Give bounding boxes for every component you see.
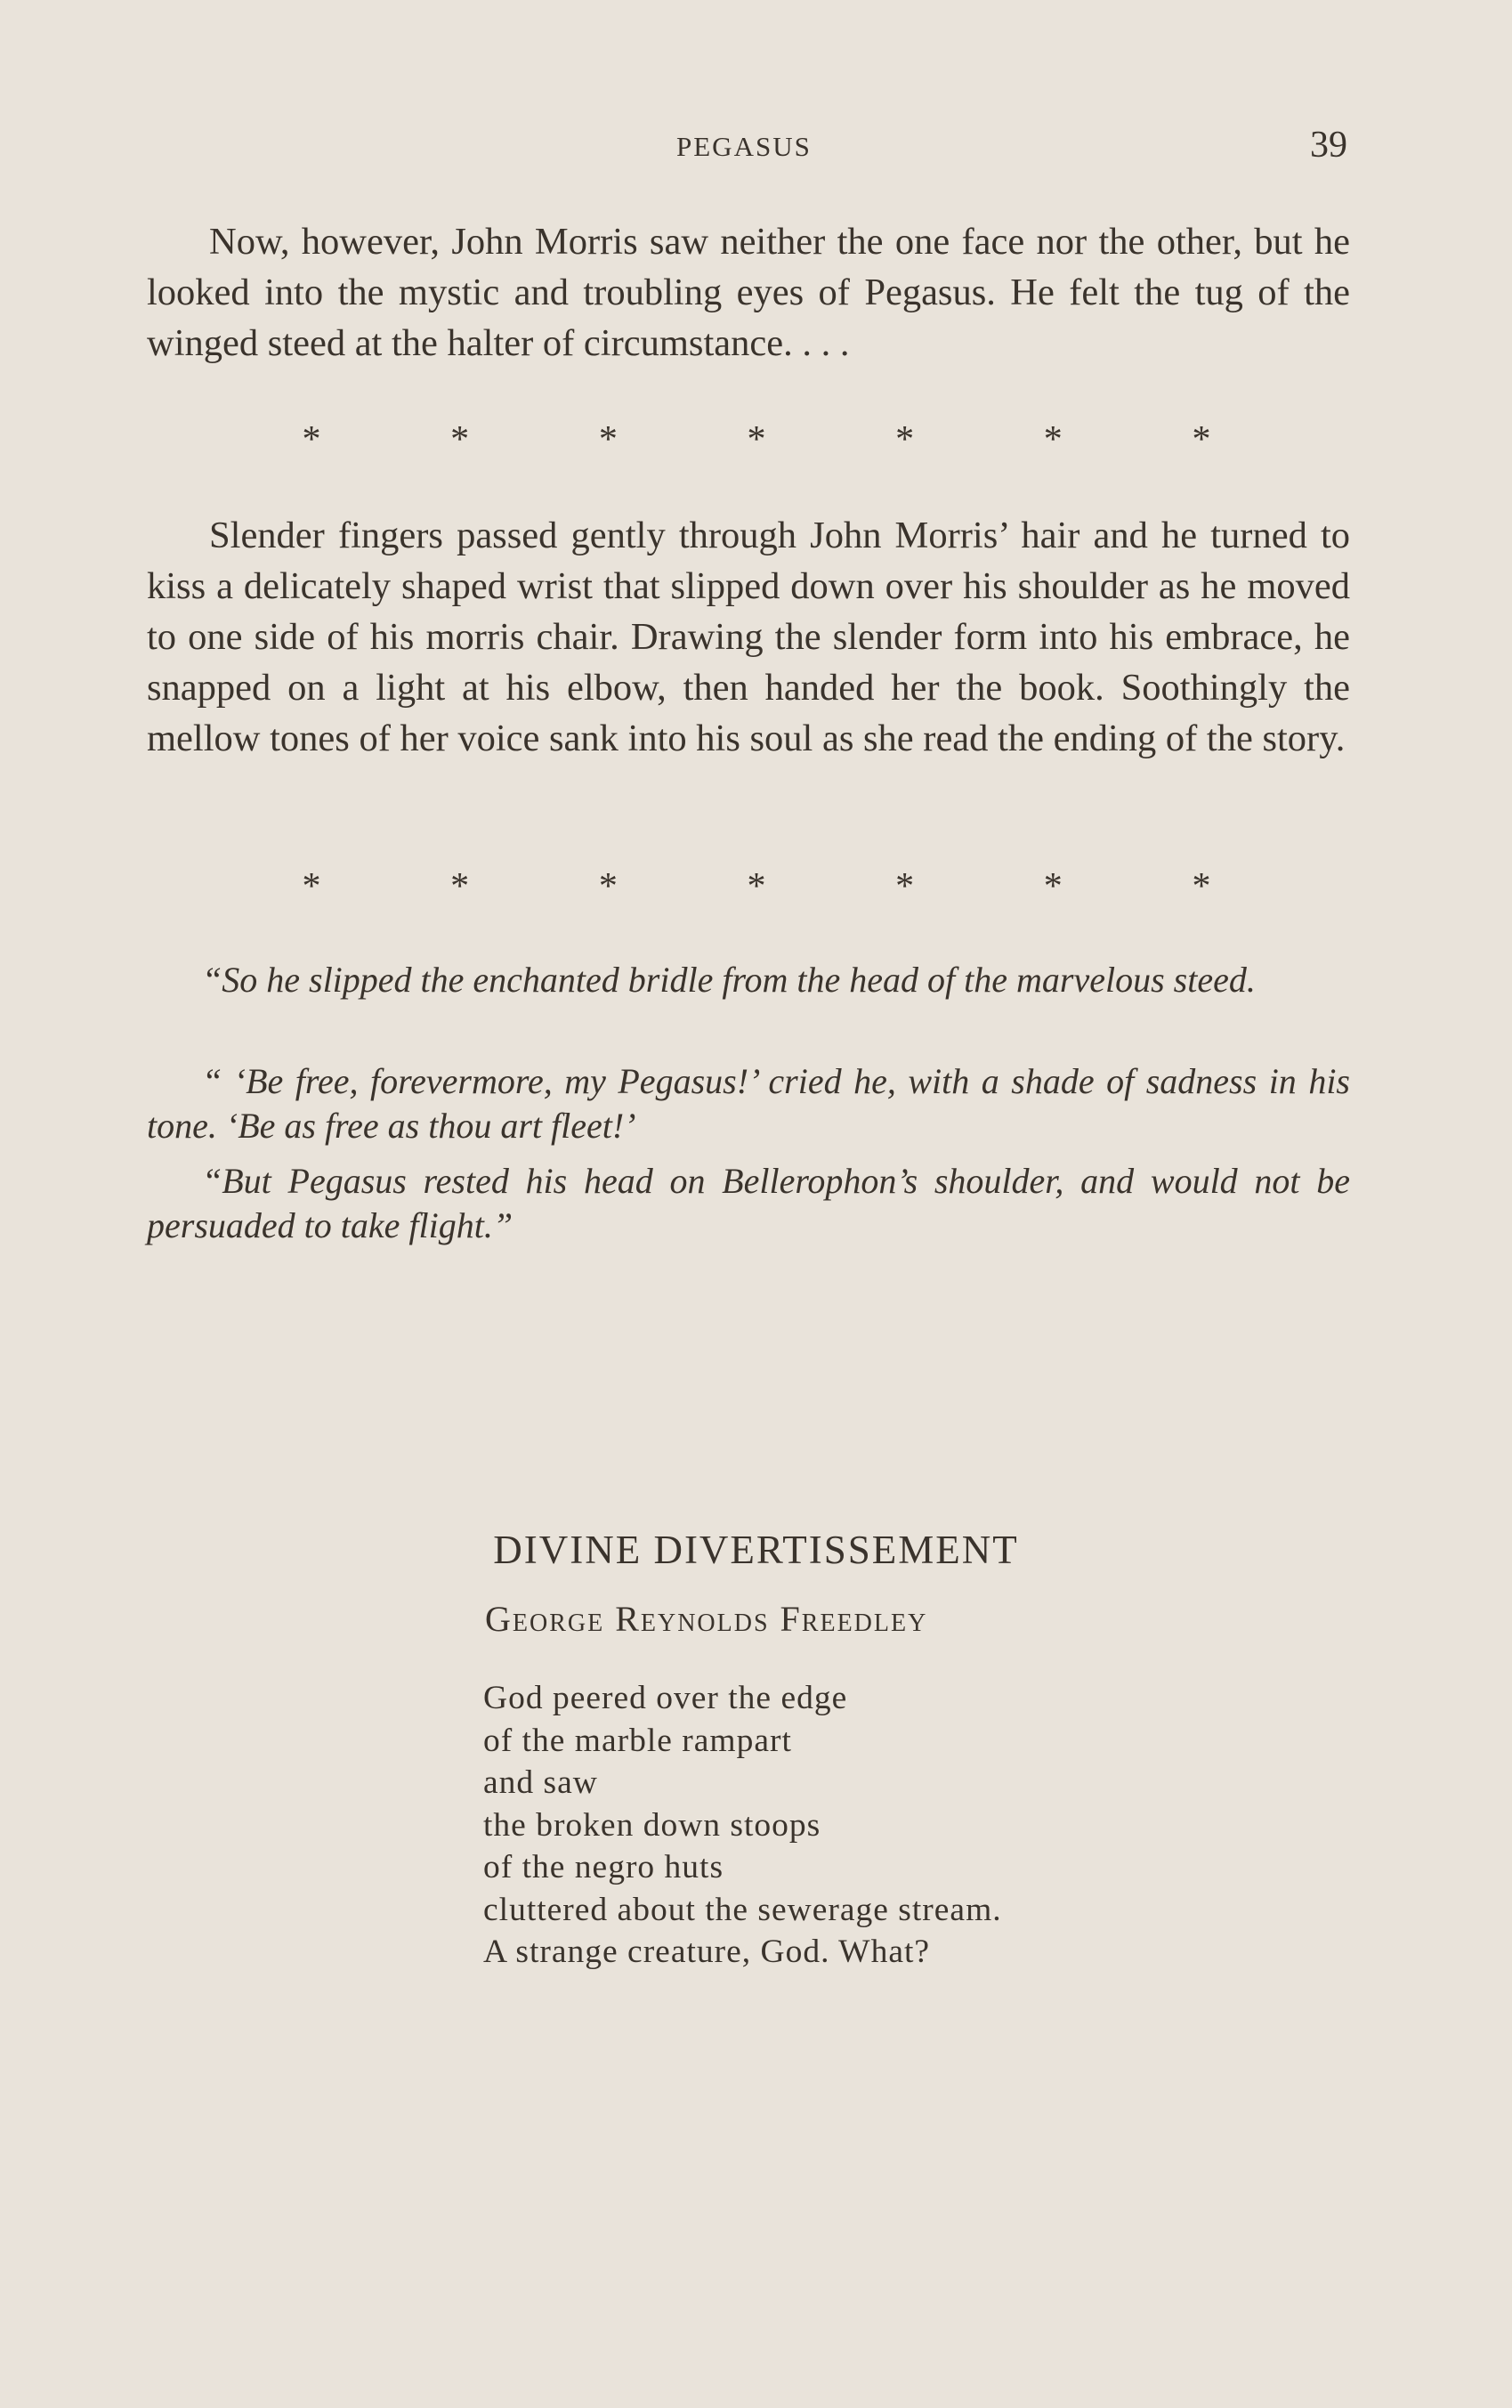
poem-line: and saw — [483, 1764, 598, 1801]
page-number: 39 — [1310, 125, 1347, 166]
quote-text: “ ‘Be free, forevermore, my Pegasus!’ cried he, with a shade of sadness in his tone. ‘Be as free as thou art fleet!’ — [147, 1061, 1350, 1146]
section-break — [294, 865, 1219, 908]
poem-author: George Reynolds Freedley — [485, 1599, 928, 1639]
poem-title: DIVINE DIVERTISSEMENT — [493, 1528, 1019, 1572]
asterisk: * — [747, 419, 766, 460]
asterisk: * — [302, 866, 321, 907]
asterisk: * — [895, 866, 915, 907]
quote-text: “So he slipped the enchanted bridle from the head of the marvelous steed. — [202, 960, 1256, 1000]
quote-text: “But Pegasus rested his head on Bellerophon’s shoulder, and would not be persuaded to take flight.” — [147, 1161, 1350, 1245]
quoted-passage — [147, 958, 1350, 1002]
paragraph-text: Slender fingers passed gently through John Morris’ hair and he turned to kiss a delicately shaped wrist that slipped down over his shoulder as he moved to one side of his morris chair. Drawing the slender form into his embrace, he snapped on a light at his elbow, then handed her the book. Soothingly the mellow tones of her voice sank into his soul as she read the ending of the story. — [147, 515, 1350, 759]
asterisk: * — [1043, 866, 1063, 907]
paragraph-text: Now, however, John Morris saw neither the one face nor the other, but he looked into the mystic and troubling eyes of Pegasus. He felt the tug of the winged steed at the halter of circumstance. . . . — [147, 221, 1350, 364]
running-head — [0, 125, 1512, 166]
asterisk: * — [598, 419, 618, 460]
prose-paragraph — [147, 510, 1350, 764]
poem-line: A strange creature, God. What? — [483, 1934, 931, 1970]
section-break — [294, 418, 1219, 461]
asterisk: * — [895, 419, 915, 460]
poem-line: of the marble rampart — [483, 1722, 792, 1759]
poem-line: of the negro huts — [483, 1849, 724, 1885]
asterisk: * — [598, 866, 618, 907]
asterisk: * — [450, 419, 470, 460]
poem-line: cluttered about the sewerage stream. — [483, 1891, 1002, 1928]
asterisk: * — [747, 866, 766, 907]
quoted-passage — [147, 1059, 1350, 1148]
asterisk: * — [450, 866, 470, 907]
prose-paragraph — [147, 216, 1350, 369]
quoted-passage — [147, 1159, 1350, 1248]
poem-body — [483, 1677, 1002, 1974]
asterisk: * — [1043, 419, 1063, 460]
asterisk: * — [1192, 866, 1211, 907]
asterisk: * — [1192, 419, 1211, 460]
poem-line: God peered over the edge — [483, 1680, 848, 1716]
poem-line: the broken down stoops — [483, 1806, 821, 1844]
running-title: PEGASUS — [676, 131, 812, 162]
asterisk: * — [302, 419, 321, 460]
